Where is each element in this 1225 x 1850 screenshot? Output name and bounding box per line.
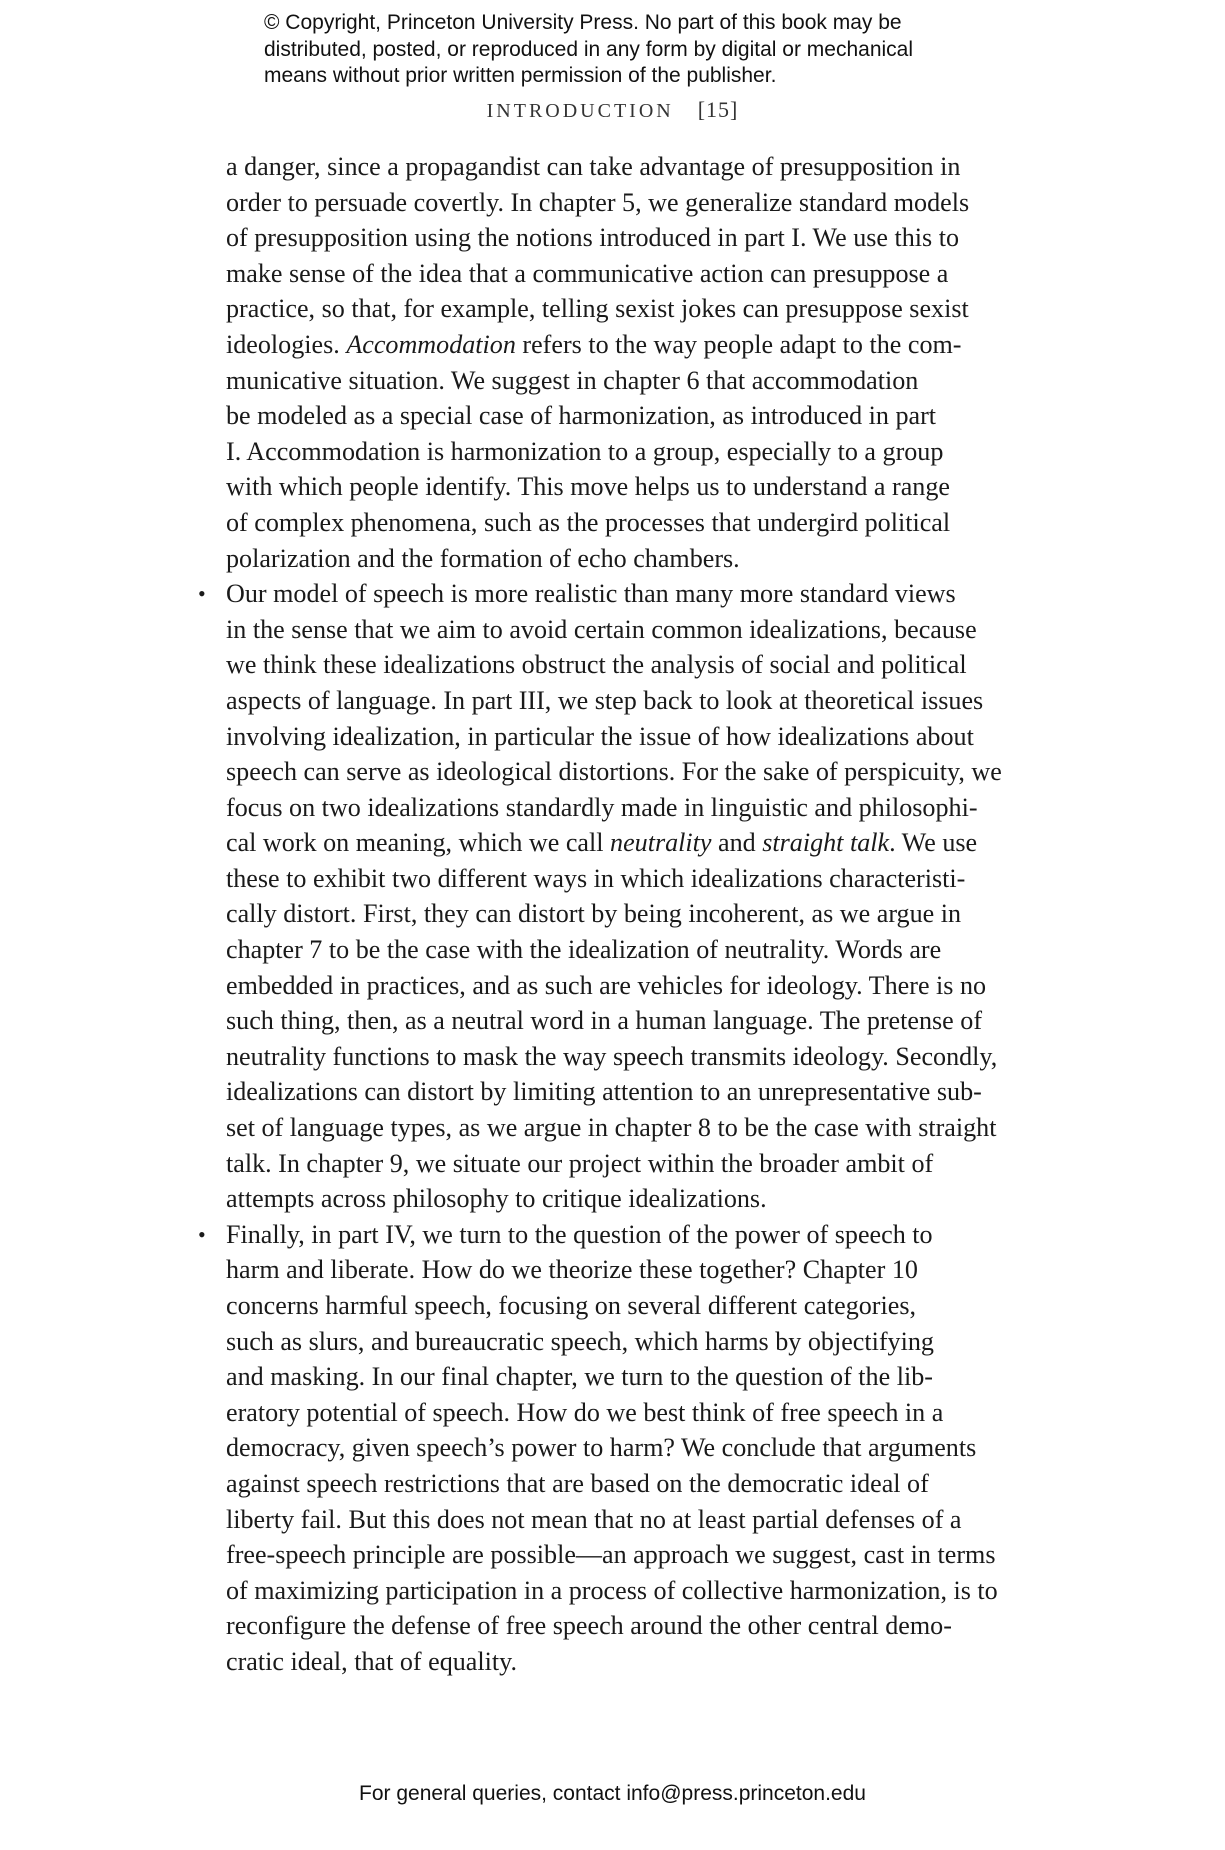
text-line: municative situation. We suggest in chapter 6 that accommodation [226, 365, 919, 395]
text-line: aspects of language. In part III, we step back to look at theoretical issues [226, 685, 984, 715]
text-line: such thing, then, as a neutral word in a human language. The pretense of [226, 1006, 983, 1036]
text-line [226, 825, 1036, 861]
text-line: practice, so that, for example, telling sexist jokes can presuppose sexist [226, 294, 969, 324]
text-span: Finally, in part IV, we turn to the question of the power of speech to [226, 1219, 933, 1249]
text-line: cratic ideal, that of equality. [226, 1646, 518, 1676]
text-line: these to exhibit two different ways in which idealizations characteristi- [226, 863, 966, 893]
text-span: and [711, 828, 763, 858]
text-span: . We use [889, 828, 978, 858]
text-line: talk. In chapter 9, we situate our project within the broader ambit of [226, 1148, 934, 1178]
text-line: reconfigure the defense of free speech around the other central demo- [226, 1611, 952, 1641]
text-span: ideologies. [226, 329, 347, 359]
copyright-line: © Copyright, Princeton University Press. No part of this book may be [264, 11, 902, 34]
bullet-item [198, 1217, 1036, 1253]
text-line [226, 327, 1036, 363]
text-line: neutrality functions to mask the way speech transmits ideology. Secondly, [226, 1041, 998, 1071]
text-line: set of language types, as we argue in chapter 8 to be the case with straight [226, 1113, 997, 1143]
italic-term: neutrality [610, 828, 712, 858]
text-line: in the sense that we aim to avoid certain common idealizations, because [226, 614, 977, 644]
text-line: such as slurs, and bureaucratic speech, which harms by objectifying [226, 1326, 934, 1356]
bullet-icon: • [198, 581, 206, 607]
text-line: and masking. In our final chapter, we turn to the question of the lib- [226, 1362, 933, 1392]
copyright-line: distributed, posted, or reproduced in any form by digital or mechanical [264, 37, 914, 61]
text-line: polarization and the formation of echo chambers. [226, 543, 740, 573]
text-line: democracy, given speech’s power to harm? We conclude that arguments [226, 1433, 977, 1463]
text-line: speech can serve as ideological distortions. For the sake of perspicuity, we [226, 757, 1002, 787]
text-line: embedded in practices, and as such are vehicles for ideology. There is no [226, 970, 987, 1000]
bullet-icon: • [198, 1221, 206, 1247]
italic-term: straight talk [762, 828, 890, 858]
text-line: of maximizing participation in a process of collective harmonization, is to [226, 1575, 998, 1605]
bullet-item [198, 576, 1036, 612]
page-body [198, 149, 1036, 1680]
text-line: eratory potential of speech. How do we best think of free speech in a [226, 1397, 944, 1427]
text-line: of complex phenomena, such as the processes that undergird political [226, 507, 951, 537]
text-line: order to persuade covertly. In chapter 5, we generalize standard models [226, 187, 970, 217]
text-line: cally distort. First, they can distort by being incoherent, as we argue in [226, 899, 962, 929]
text-line: a danger, since a propagandist can take advantage of presupposition in [226, 152, 961, 181]
text-span: refers to the way people adapt to the com- [515, 329, 962, 359]
text-line: free-speech principle are possible—an approach we suggest, cast in terms [226, 1540, 996, 1570]
text-line: of presupposition using the notions introduced in part I. We use this to [226, 223, 960, 253]
footer-contact: For general queries, contact info@press.princeton.edu [359, 1782, 866, 1805]
text-line: be modeled as a special case of harmonization, as introduced in part [226, 401, 937, 431]
copyright-notice [264, 10, 984, 90]
text-line: idealizations can distort by limiting attention to an unrepresentative sub- [226, 1077, 982, 1107]
text-line: we think these idealizations obstruct the analysis of social and political [226, 650, 967, 680]
text-line: involving idealization, in particular the issue of how idealizations about [226, 721, 974, 751]
text-span: Our model of speech is more realistic than many more standard views [226, 579, 956, 609]
text-line: harm and liberate. How do we theorize these together? Chapter 10 [226, 1255, 918, 1285]
text-line: I. Accommodation is harmonization to a group, especially to a group [226, 436, 944, 466]
text-line: liberty fail. But this does not mean that no at least partial defenses of a [226, 1504, 962, 1534]
text-line: with which people identify. This move helps us to understand a range [226, 472, 950, 502]
text-line: focus on two idealizations standardly made in linguistic and philosophi- [226, 792, 978, 822]
running-head [0, 97, 1225, 123]
text-span: cal work on meaning, which we call [226, 828, 611, 858]
italic-term: Accommodation [346, 329, 516, 359]
text-line: attempts across philosophy to critique idealizations. [226, 1184, 767, 1214]
text-line: chapter 7 to be the case with the idealization of neutrality. Words are [226, 935, 942, 965]
text-line: against speech restrictions that are based on the democratic ideal of [226, 1468, 929, 1498]
running-head-section: INTRODUCTION [486, 100, 674, 122]
text-line: make sense of the idea that a communicative action can presuppose a [226, 258, 949, 288]
text-line: concerns harmful speech, focusing on several different categories, [226, 1291, 916, 1320]
copyright-line: means without prior written permission of the publisher. [264, 64, 777, 87]
page-number: [15] [697, 97, 739, 122]
